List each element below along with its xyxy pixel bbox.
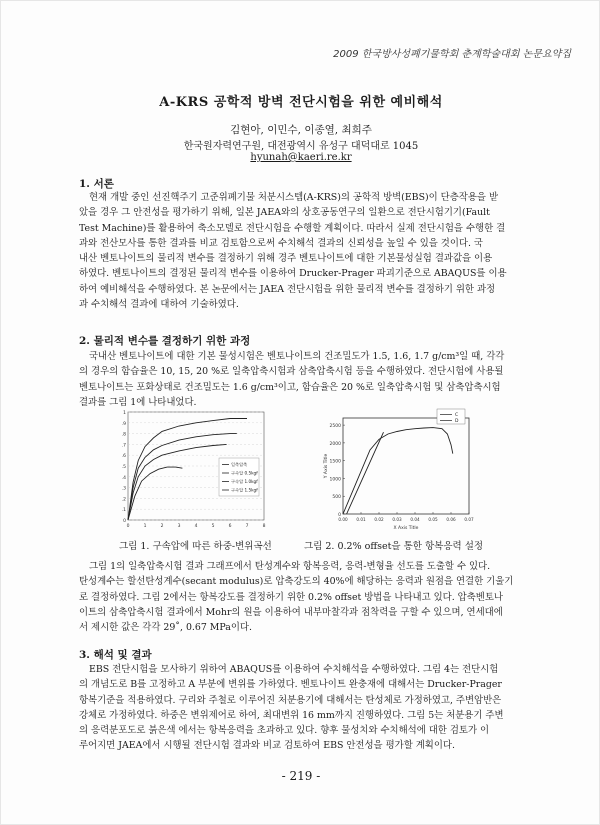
x-tick-label: 0.01 [356, 517, 366, 522]
x-tick-label: 3 [177, 524, 181, 529]
text-line: 루어지면 JAEA에서 시행될 전단시험 결과와 비교 검토하여 EBS 안전성을 평가할 계획이다. [79, 740, 455, 752]
text-line: 그림 1의 일축압축시험 결과 그래프에서 탄성계수와 항복응력, 응력-변형율 선도를 도출할 수 있다. [89, 561, 491, 572]
text-line: 로 결정하였다. 그림 2에서는 항복강도를 결정하기 위한 0.2% offset 방법을 나타내고 있다. 압축벤토나 [79, 591, 503, 603]
text-line: 과와 전산모사를 통한 결과를 비교 검토함으로써 수치해석 결과의 신뢰성을 높일 수 있을 것이다. 국 [79, 237, 483, 249]
y-tick-label: .3 [121, 486, 126, 492]
legend-label: 구속압 1.0kgf [231, 479, 258, 484]
legend-label: 구속압 0.5kgf [231, 470, 258, 476]
x-tick-label: 0.03 [392, 517, 402, 522]
x-tick-label: 7 [245, 524, 249, 529]
text-line: 과 수치해석 결과에 대하여 기술하였다. [79, 299, 239, 311]
text-line: EBS 전단시험을 모사하기 위하여 ABAQUS를 이용하여 수치해석을 수행하였다. 그림 4는 전단시험 [89, 664, 499, 675]
y-tick-label: 1 [123, 411, 126, 416]
y-tick-label: .2 [121, 497, 126, 503]
figure-2-chart [319, 406, 479, 531]
figure-1-chart [114, 406, 274, 531]
y-tick-label: 2500 [329, 424, 341, 430]
y-tick-label: 1000 [329, 477, 341, 483]
paper-title: A-KRS 공학적 방벽 전단시험을 위한 예비해석 [159, 95, 443, 110]
text-line: 의 응력분포도로 붉은색 에서는 항복응력을 초과하고 있다. 향후 물성치와 수치해석에 대한 검토가 이 [79, 725, 490, 737]
figure-1-caption: 그림 1. 구속압에 따른 하중-변위곡선 [119, 541, 272, 552]
section-results-text [79, 662, 531, 754]
figure-2 [319, 406, 479, 535]
x-axis-title: X Axis Title [393, 526, 419, 531]
conference-header: 2009 한국방사성폐기물학회 춘계학술대회 논문요약집 [333, 49, 571, 60]
legend-label: 일축압축 [231, 462, 248, 467]
y-tick-label: .7 [121, 443, 126, 449]
y-tick-label: .1 [121, 508, 126, 514]
text-line: 의 경우의 함습율은 10, 15, 20 %로 일축압축시험과 삼축압축시험 등을 수행하였다. 전단시험에 사용될 [79, 366, 504, 378]
text-line: 탄성계수는 할선탄성계수(secant modulus)로 압축강도의 40%에 해당하는 응력과 원점을 연결한 기울기 [79, 576, 514, 588]
legend-label: 구속압 1.5kgf [231, 487, 258, 493]
figure-1 [114, 406, 274, 535]
text-line: 강체로 가정하였다. 하중은 변위제어로 하여, 최대변위 16 mm까지 진행하였다. 그림 5는 처분용기 주변 [79, 709, 504, 721]
y-tick-label: .8 [121, 432, 126, 438]
text-line: 현재 개발 중인 선진핵주기 고준위폐기물 처분시스템(A-KRS)의 공학적 방벽(EBS)이 단층작용을 받 [89, 192, 499, 203]
y-tick-label: .9 [121, 421, 126, 427]
text-line: 서 제시한 값은 각각 29˚, 0.67 MPa이다. [79, 622, 252, 634]
x-tick-label: 8 [262, 524, 266, 529]
x-tick-label: 6 [228, 524, 232, 529]
x-tick-label: 1 [143, 524, 147, 529]
y-tick-label: 0 [123, 519, 126, 524]
text-line: 의 개념도로 B를 고정하고 A 부분에 변위를 가하였다. 벤토나이트 완충재에 대해서는 Drucker-Prager [79, 679, 502, 691]
series-line [347, 432, 384, 514]
series-line [343, 428, 453, 514]
section-heading-parameters: 2. 물리적 변수를 결정하기 위한 과정 [79, 335, 251, 347]
text-line: 벤토나이트는 포화상태로 건조밀도는 1.6 g/cm³이고, 함습율은 20 %로 일축압축시험 및 삼축압축시험 [79, 381, 501, 393]
x-tick-label: 0 [126, 524, 130, 529]
legend-label: C [455, 413, 459, 418]
email-link[interactable]: hyunah@kaeri.re.kr [250, 152, 352, 163]
text-line: 국내산 벤토나이트에 대한 기본 물성시험은 벤토나이트의 건조밀도가 1.5, 1.6, 1.7 g/cm³일 때, 각각 [89, 351, 505, 362]
x-tick-label: 0.04 [410, 517, 420, 522]
x-tick-label: 0.06 [446, 517, 456, 522]
plot-frame [343, 418, 469, 514]
section-introduction-text [79, 190, 531, 312]
text-line: 하였다. 벤토나이트의 결정된 물리적 변수를 이용하여 Drucker-Prager 파괴기준으로 ABAQUS를 이용 [79, 268, 507, 280]
y-tick-label: 500 [332, 495, 341, 501]
text-line: 았을 경우 그 안전성을 평가하기 위해, 일본 JAEA와의 상호공동연구의 일환으로 전단시험기기(Fault [79, 207, 490, 219]
figure-2-caption: 그림 2. 0.2% offset을 통한 항복응력 설정 [304, 541, 484, 552]
y-tick-label: 0 [338, 513, 341, 518]
section-heading-introduction: 1. 서론 [79, 178, 114, 190]
authors: 김현아, 이민수, 이종열, 최희주 [230, 124, 372, 136]
y-tick-label: .4 [121, 475, 126, 481]
text-line: 결과를 그림 1에 나타내었다. [79, 396, 197, 408]
text-line: 내산 벤토나이트의 물리적 변수를 결정하기 위해 경주 벤토나이트에 대한 기본물성실험 결과값을 이용 [79, 253, 493, 265]
text-line: 항복기준을 적용하였다. 구리와 주철로 이루어진 처분용기에 대해서는 탄성체로 가정하였고, 주변암반은 [79, 694, 502, 706]
page-number: - 219 - [281, 769, 321, 783]
x-tick-label: 0.02 [374, 517, 384, 522]
y-tick-label: 1500 [329, 459, 341, 465]
y-tick-label: 2000 [329, 441, 341, 447]
x-tick-label: 4 [194, 524, 198, 529]
x-tick-label: 2 [160, 524, 164, 529]
legend-label: D [455, 419, 459, 424]
legend-box [437, 409, 465, 424]
section-parameters-text [79, 349, 531, 410]
x-tick-label: 5 [211, 524, 215, 529]
text-line: 하여 예비해석을 수행하였다. 본 논문에서는 JAEA 전단시험을 위한 물리적 변수를 결정하기 위한 과정 [79, 283, 496, 295]
section-heading-results: 3. 해석 및 결과 [79, 649, 152, 661]
y-tick-label: .5 [121, 465, 126, 470]
section-parameters-continued-text [79, 559, 531, 635]
affiliation: 한국원자력연구원, 대전광역시 유성구 대덕대로 1045 [183, 141, 419, 152]
text-line: Test Machine)를 활용하여 축소모델로 전단시험을 수행할 계획이다. 따라서 실제 전단시험을 수행한 결 [79, 222, 506, 234]
x-tick-label: 0.00 [338, 517, 348, 522]
y-tick-label: .6 [121, 454, 126, 460]
series-line [128, 444, 227, 520]
text-line: 이트의 삼축압축시험 결과에서 Mohr의 원을 이용하여 내부마찰각과 점착력을 구할 수 있으며, 연세대에 [79, 606, 503, 618]
y-axis-title: Y Axis Title [324, 453, 329, 479]
x-tick-label: 0.07 [464, 517, 474, 522]
x-tick-label: 0.05 [428, 517, 438, 522]
